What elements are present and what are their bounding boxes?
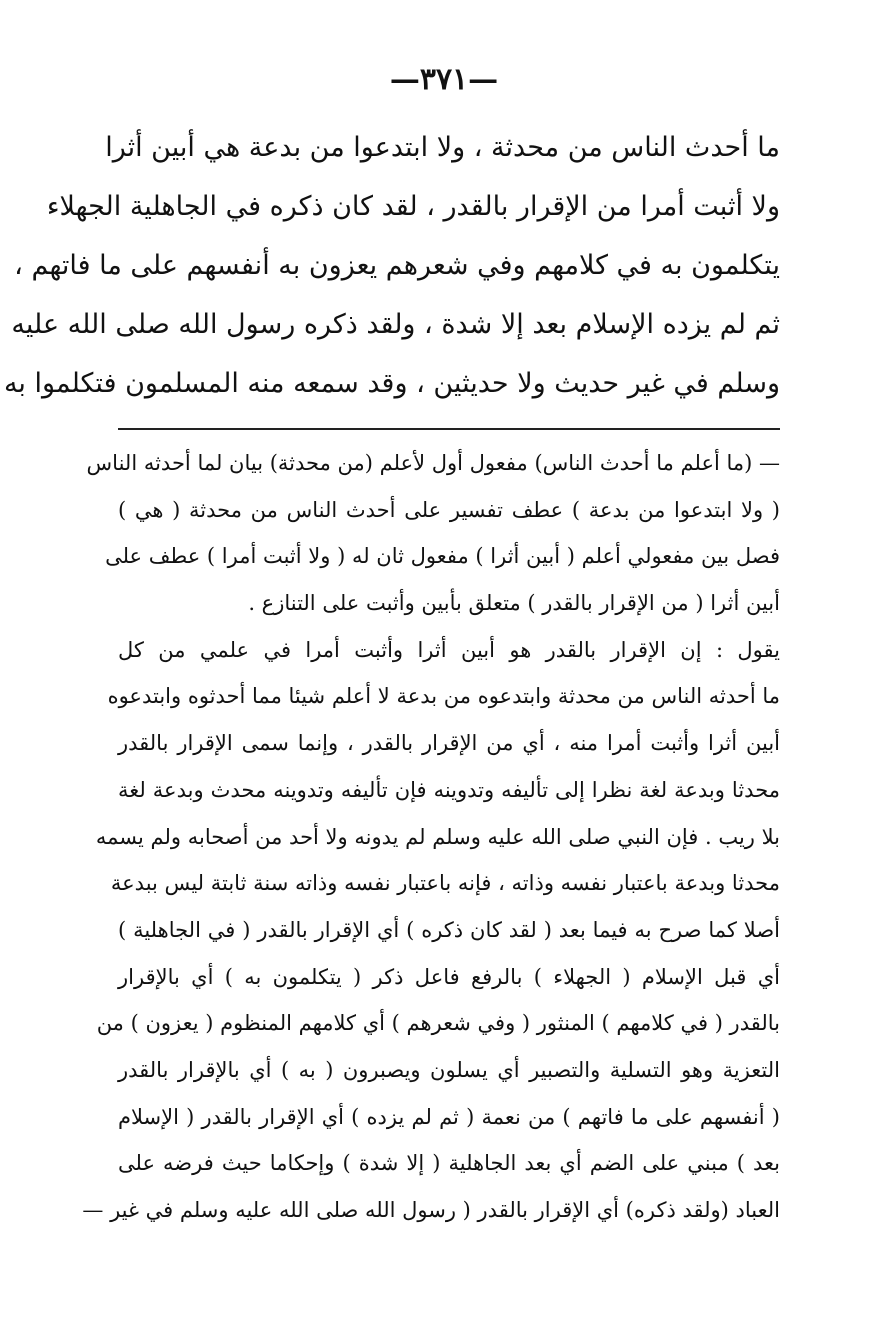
main-text-line: ولا أثبت أمرا من الإقرار بالقدر ، لقد كان ذكره في الجاهلية الجهلاء [46,191,780,222]
commentary-line: أي قبل الإسلام ( الجهلاء ) بالرفع فاعل ذكر ( يتكلمون به ) أي بالإقرار [118,964,780,989]
commentary-line: فصل بين مفعولي أعلم ( أبين أثرا ) مفعول ثان له ( ولا أثبت أمرا ) عطف على [105,544,780,569]
main-text-line: ما أحدث الناس من محدثة ، ولا ابتدعوا من بدعة هي أبين أثرا [105,132,780,163]
commentary-line: — (ما أعلم ما أحدث الناس) مفعول أول لأعلم (من محدثة) بيان لما أحدثه الناس [86,451,780,475]
commentary-line: التعزية وهو التسلية والتصبير أي يسلون ويصبرون ( به ) أي بالإقرار بالقدر [118,1057,780,1082]
commentary-line: أبين أثرا ( من الإقرار بالقدر ) متعلق بأبين وأثبت على التنازع . [248,591,780,616]
commentary-text [82,440,780,1234]
main-text-line: ثم لم يزده الإسلام بعد إلا شدة ، ولقد ذكره رسول الله صلى الله عليه [11,309,780,340]
page-number: —٣٧١— [389,62,499,97]
commentary-line: ( ولا ابتدعوا من بدعة ) عطف تفسير على أحدث الناس من محدثة ( هي ) [118,497,780,522]
commentary-line: العباد (ولقد ذكره) أي الإقرار بالقدر ( رسول الله صلى الله عليه وسلم في غير — [82,1198,780,1222]
main-text [3,118,780,413]
separator-line [118,428,780,430]
commentary-line: أصلا كما صرح به فيما بعد ( لقد كان ذكره ) أي الإقرار بالقدر ( في الجاهلية ) [118,917,780,942]
main-text-line: وسلم في غير حديث ولا حديثين ، وقد سمعه منه المسلمون فتكلموا به [3,368,780,399]
commentary-line: ( أنفسهم على ما فاتهم ) من نعمة ( ثم لم يزده ) أي الإقرار بالقدر ( الإسلام [118,1104,780,1129]
commentary-line: بالقدر ( في كلامهم ) المنثور ( وفي شعرهم ) أي كلامهم المنظوم ( يعزون ) من [96,1011,780,1036]
commentary-line: ما أحدثه الناس من محدثة وابتدعوه من بدعة لا أعلم شيئا مما أحدثوه وابتدعوه [107,684,780,709]
commentary-line: بلا ريب . فإن النبي صلى الله عليه وسلم لم يدونه ولا أحد من أصحابه ولم يسمه [95,824,780,849]
commentary-line: أبين أثرا وأثبت أمرا منه ، أي من الإقرار بالقدر ، وإنما سمى الإقرار بالقدر [118,731,780,756]
commentary-line: محدثا وبدعة لغة نظرا إلى تأليفه وتدوينه فإن تأليفه وتدوينه محدث وبدعة لغة [118,777,780,802]
commentary-line: محدثا وبدعة باعتبار نفسه وذاته ، فإنه باعتبار نفسه وذاته سنة ثابتة ليس ببدعة [110,871,780,896]
commentary-line: يقول : إن الإقرار بالقدر هو أبين أثرا وأثبت أمرا في علمي من كل [118,637,780,662]
commentary-line: بعد ) مبني على الضم أي بعد الجاهلية ( إلا شدة ) وإحكاما حيث فرضه على [118,1151,780,1176]
main-text-line: يتكلمون به في كلامهم وفي شعرهم يعزون به أنفسهم على ما فاتهم ، [14,250,780,281]
